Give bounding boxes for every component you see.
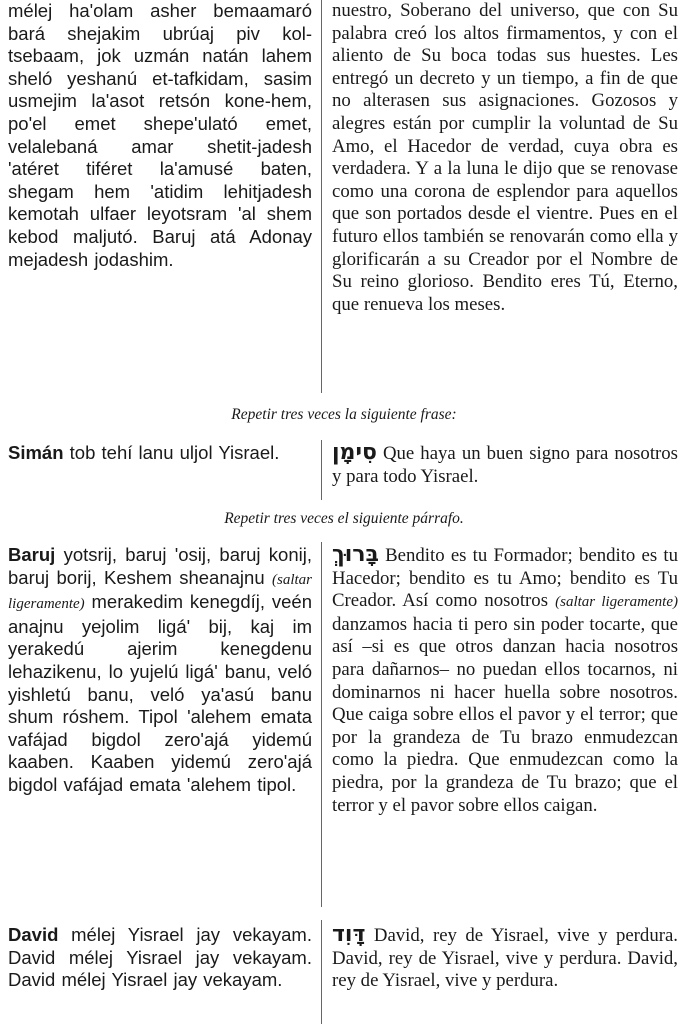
translation-paragraph: nuestro, Soberano del universo, que con Su palabra creó los altos firmamentos, y con el aliento de Su boca todas sus huestes. Les entregó un decreto y un tiempo, a fin de que no alterasen sus asignaciones. Gozosos y alegres están por cumplir la voluntad de Su Amo, el Hacedor de verdad, cuya obra es verdadera. Y a la luna le dijo que se renovase como una corona de esplendor para aquellos que son portados desde el vientre. Pues en el futuro ellos también se renovarán como ella y glorificarán a su Creador por el Nombre de Su reino glorioso. Bendito eres Tú, Eterno, que renueva los meses. <box>332 0 678 315</box>
hebrew-opening-word: סִימָן <box>332 440 377 465</box>
opening-word: Simán <box>8 442 64 463</box>
column-divider <box>321 0 322 393</box>
column-divider <box>321 542 322 907</box>
hebrew-opening-word: בָּרוּךְ <box>332 542 379 567</box>
column-divider <box>321 440 322 500</box>
translation-paragraph <box>332 544 678 817</box>
instruction-text: Repetir tres veces la siguiente frase: <box>231 406 457 423</box>
translation-text: danzamos hacia ti pero sin poder tocarte, que así –si es que otros danzan hacia nosotros para dañarnos– no puedan ellos tocarnos, ni dominarnos ni hacer huella sobre nosotros. Que caiga sobre ellos el pavor y el terror; que por la grandeza de Tu brazo enmudezcan como la piedra. Que enmudezcan como la piedra, por la grandeza de Tu brazo; que el terror y el pavor sobre ellos caigan. <box>332 613 678 816</box>
transliteration-text: merakedim kenegdíj, veén anajnu yejolim ligá' bij, kaj im yerakedú ajerim kenegdenu lehazikenu, lo yujelú ligá' banu, veló yishletú banu, veló ya'asú banu shum róshem. Tipol 'alehem emata vafájad bigdol zero'ajá yidemú kaaben. Kaaben yidemú zero'ajá bigdol vafájad emata 'alehem tipol. <box>8 591 312 795</box>
column-divider <box>321 920 322 1024</box>
translation-text: Que haya un buen signo para nosotros y para todo Yisrael. <box>332 443 678 487</box>
opening-word: Baruj <box>8 544 56 565</box>
hebrew-opening-word: דָּוִד <box>332 922 366 947</box>
opening-word: David <box>8 924 59 945</box>
transliteration-text: mélej Yisrael jay vekayam. David mélej Yisrael jay vekayam. David mélej Yisrael jay vekayam. <box>8 924 312 991</box>
translation-text: Bendito es tu Formador; bendito es tu Hacedor; bendito es tu Amo; bendito es Tu Creador. Así como nosotros <box>332 545 678 612</box>
transliteration-paragraph: mélej ha'olam asher bemaamaró bará shejakim ubrúaj piv kol-tsebaam, jok uzmán natán lahem sheló yeshanú et-tafkidam, sasim usmejim la'asot retsón kone-hem, po'el emet shepe'ulató emet, velalebaná amar shetit-jadesh 'atéret tiféret la'amusé baten, shegam hem 'atidim lehitjadesh kemotah ulfaer leyotsram 'al shem kebod maljutó. Baruj atá Adonay mejadesh jodashim. <box>8 0 312 270</box>
transliteration-paragraph <box>8 924 312 992</box>
transliteration-text: yotsrij, baruj 'osij, baruj konij, baruj borij, Keshem sheanajnu <box>8 544 312 588</box>
transliteration-text: tob tehí lanu uljol Yisrael. <box>63 442 280 463</box>
transliteration-paragraph <box>8 442 312 465</box>
rubric-note: (saltar ligeramente) <box>555 594 678 611</box>
translation-paragraph <box>332 924 678 993</box>
translation-text: David, rey de Yisrael, vive y perdura. David, rey de Yisrael, vive y perdura. David, rey de Yisrael, vive y perdura. <box>332 925 678 992</box>
transliteration-paragraph <box>8 544 312 797</box>
instruction-text: Repetir tres veces el siguiente párrafo. <box>224 510 464 527</box>
rubric-note: (saltar ligeramente) <box>8 571 312 613</box>
translation-paragraph <box>332 442 678 488</box>
